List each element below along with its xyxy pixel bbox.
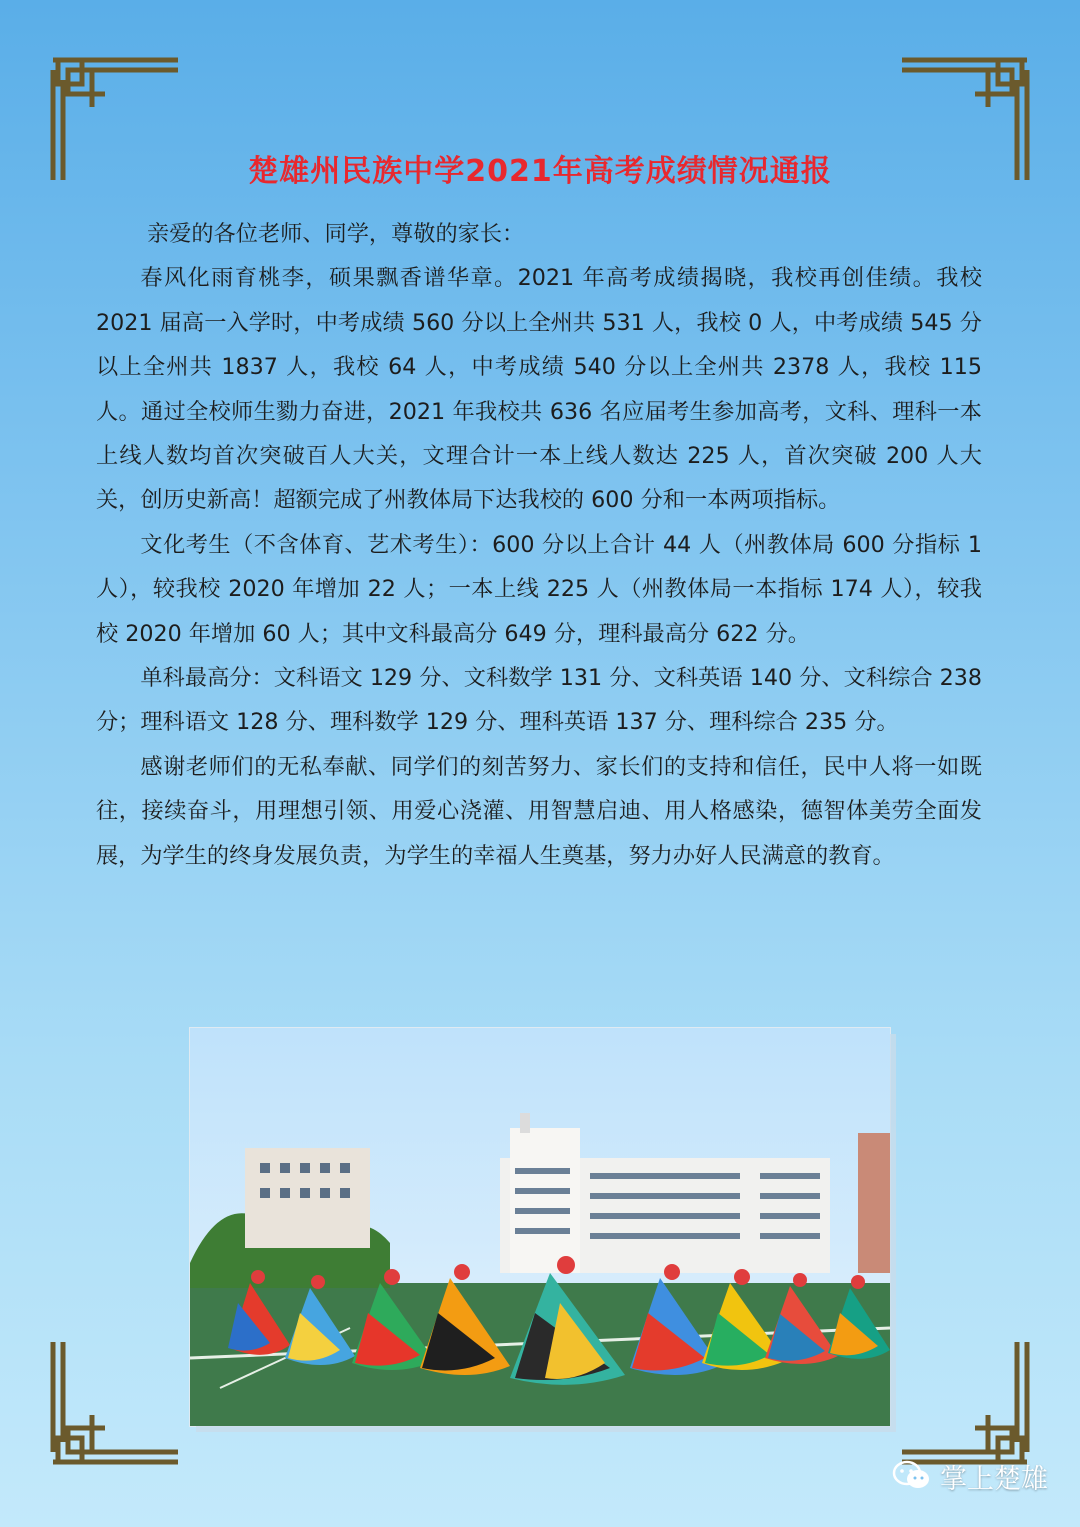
announcement-body	[96, 212, 982, 878]
paragraph-subject-highest: 单科最高分：文科语文 129 分、文科数学 131 分、文科英语 140 分、文科综合 238 分；理科语文 128 分、理科数学 129 分、理科英语 137 分、理科综合 235 分。	[96, 665, 982, 736]
paragraph-overview: 春风化雨育桃李，硕果飘香谱华章。2021 年高考成绩揭晓，我校再创佳绩。我校 2021 届高一入学时，中考成绩 560 分以上全州共 531 人，我校 0 人，中考成绩 545 分以上全州共 1837 人，我校 64 人，中考成绩 540 分以上全州共 2378 人，我校 115 人。通过全校师生勠力奋进，2021 年我校共 636 名应届考生参加高考，文科、理科一本上线人数均首次突破百人大关，文理合计一本上线人数达 225 人，首次突破 200 人大关，创历史新高！超额完成了州教体局下达我校的 600 分和一本两项指标。	[96, 265, 982, 514]
corner-ornament-icon	[50, 1340, 180, 1470]
corner-ornament-bottom-left	[50, 1340, 180, 1470]
school-performance-photo	[190, 1028, 890, 1426]
wechat-icon	[892, 1460, 932, 1492]
watermark-label: 掌上楚雄	[940, 1463, 1048, 1495]
corner-ornament-bottom-right	[900, 1340, 1030, 1470]
dance-performance-image	[190, 1028, 890, 1426]
paragraph-thanks: 感谢老师们的无私奉献、同学们的刻苦努力、家长们的支持和信任，民中人将一如既往，接续奋斗，用理想引领、用爱心浇灌、用智慧启迪、用人格感染，德智体美劳全面发展，为学生的终身发展负责，为学生的幸福人生奠基，努力办好人民满意的教育。	[96, 753, 982, 869]
wechat-watermark	[892, 1456, 1048, 1496]
greeting: 亲爱的各位老师、同学，尊敬的家长：	[147, 221, 525, 247]
page-title: 楚雄州民族中学2021年高考成绩情况通报	[248, 154, 832, 190]
corner-ornament-icon	[900, 1340, 1030, 1470]
paragraph-culture-students: 文化考生（不含体育、艺术考生）：600 分以上合计 44 人（州教体局 600 分指标 1 人），较我校 2020 年增加 22 人；一本上线 225 人（州教体局一本指标 174 人），较我校 2020 年增加 60 人；其中文科最高分 649 分，理科最高分 622 分。	[96, 531, 982, 647]
